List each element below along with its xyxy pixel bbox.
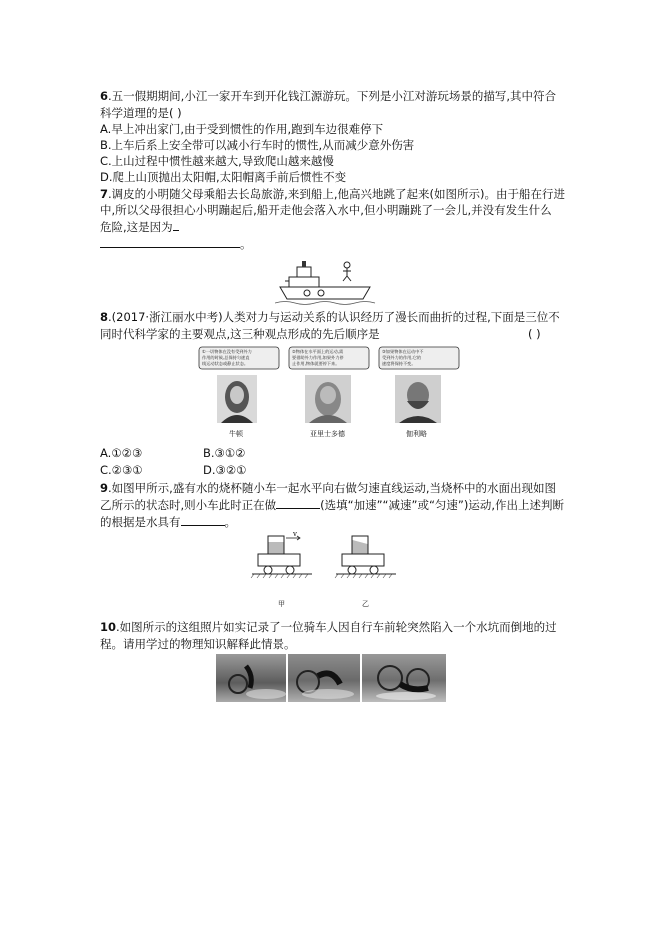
q6-option-d: D.爬上山顶抛出太阳帽,太阳帽离手前后惯性不变	[100, 170, 347, 184]
label-jia: 甲	[278, 600, 285, 608]
quote-1-l2: 作用的时候,总保持匀速直	[202, 355, 250, 360]
q9-stem-text2a: 乙所示的状态时,则小车此时正在做	[100, 498, 277, 512]
name-aristotle: 亚里士多德	[310, 430, 345, 438]
name-galileo: 伽利略	[406, 430, 427, 438]
name-newton: 牛顿	[229, 430, 243, 438]
quote-3-l1: ③如果物体在运动中不	[382, 349, 424, 354]
quote-2-l3: 止作用,物体就要停下来。	[292, 361, 340, 366]
q6-number: 6	[100, 89, 109, 103]
carts-figure	[250, 532, 410, 614]
quote-3-l2: 受到外力的作用,它的	[382, 355, 422, 360]
q8-stem-line1	[100, 310, 560, 325]
q6-option-b: B.上车后系上安全带可以减小行车时的惯性,从而减少意外伤害	[100, 138, 415, 152]
boat-figure	[275, 259, 385, 309]
label-yi: 乙	[362, 600, 369, 608]
q10-stem-text1: .如图所示的这组照片如实记录了一位骑车人因自行车前轮突然陷入一个水坑而倒地的过	[116, 620, 557, 634]
q7-stem-line1	[100, 187, 565, 202]
q8-stem-text1: .(2017·浙江丽水中考)人类对力与运动关系的认识经历了漫长而曲折的过程,下面是三位不	[108, 310, 560, 324]
photo-1	[216, 654, 286, 702]
photo-2	[288, 654, 360, 702]
quote-2-l2: 要借助外力作用,如果外力停	[292, 355, 344, 360]
q9-stem-line3	[100, 515, 236, 530]
q6-option-a: A.早上冲出家门,由于受到惯性的作用,跑到车边很难停下	[100, 122, 384, 136]
q7-stem-text3: 危险,这是因为	[100, 220, 173, 234]
q8-option-a: A.①②③	[100, 446, 143, 460]
q6-option-c: C.上山过程中惯性越来越大,导致爬山越来越慢	[100, 154, 334, 168]
q7-stem-text1: .调皮的小明随父母乘船去长岛旅游,来到船上,他高兴地跳了起来(如图所示)。由于船在行进	[108, 187, 565, 201]
q8-answer-paren: ( )	[528, 327, 541, 341]
velocity-label: v	[293, 532, 297, 538]
q7-blank-a[interactable]	[173, 230, 179, 231]
q9-stem-text3a: 的根据是水具有	[100, 515, 181, 529]
q8-option-c: C.②③①	[100, 463, 143, 477]
q7-end-mark: 。	[240, 237, 252, 251]
q10-number: 10	[100, 620, 117, 634]
q7-answer-line	[100, 237, 252, 252]
q7-stem-line2: 中,所以父母很担心小明蹦起后,船开走他会落入水中,但小明蹦跳了一会儿,并没有发生什么	[100, 203, 552, 217]
photo-3	[362, 654, 446, 702]
q9-number: 9	[100, 481, 109, 495]
q9-blank-a[interactable]	[276, 508, 320, 509]
q8-option-d: D.③②①	[203, 463, 247, 477]
q9-stem-text3b: 。	[224, 515, 236, 529]
q8-number: 8	[100, 310, 109, 324]
q7-blank-b[interactable]	[100, 247, 240, 248]
q10-stem-line2: 程。请用学过的物理知识解释此情景。	[100, 637, 296, 651]
q7-number: 7	[100, 187, 109, 201]
quote-3-l3: 速度将保持不变。	[382, 361, 416, 366]
q8-stem-line2: 同时代科学家的主要观点,这三种观点形成的先后顺序是	[100, 327, 380, 341]
q8-option-b: B.③①②	[203, 446, 246, 460]
quote-1-l3: 线运动状态或静止状态。	[202, 361, 249, 366]
q6-stem-line1	[100, 89, 556, 104]
q9-stem-text1: .如图甲所示,盛有水的烧杯随小车一起水平向右做匀速直线运动,当烧杯中的水面出现如图	[108, 481, 556, 495]
q7-stem-line3	[100, 220, 179, 235]
quote-1-l1: ①一切物体在没有受到外力	[202, 349, 252, 354]
q9-stem-line2	[100, 498, 564, 513]
scientists-figure	[197, 345, 469, 441]
q6-stem-text1: .五一假期期间,小江一家开车到开化钱江源游玩。下列是小江对游玩场景的描写,其中符合	[108, 89, 556, 103]
q9-stem-line1	[100, 481, 556, 496]
quote-2-l1: ②物体在水平面上的运动,需	[292, 349, 344, 354]
q6-stem-line2: 科学道理的是( )	[100, 106, 182, 120]
q9-blank-b[interactable]	[181, 525, 225, 526]
q10-stem-line1	[100, 620, 557, 635]
q9-stem-text2b: (选填“加速”“减速”或“匀速”)运动,作出上述判断	[320, 498, 565, 512]
